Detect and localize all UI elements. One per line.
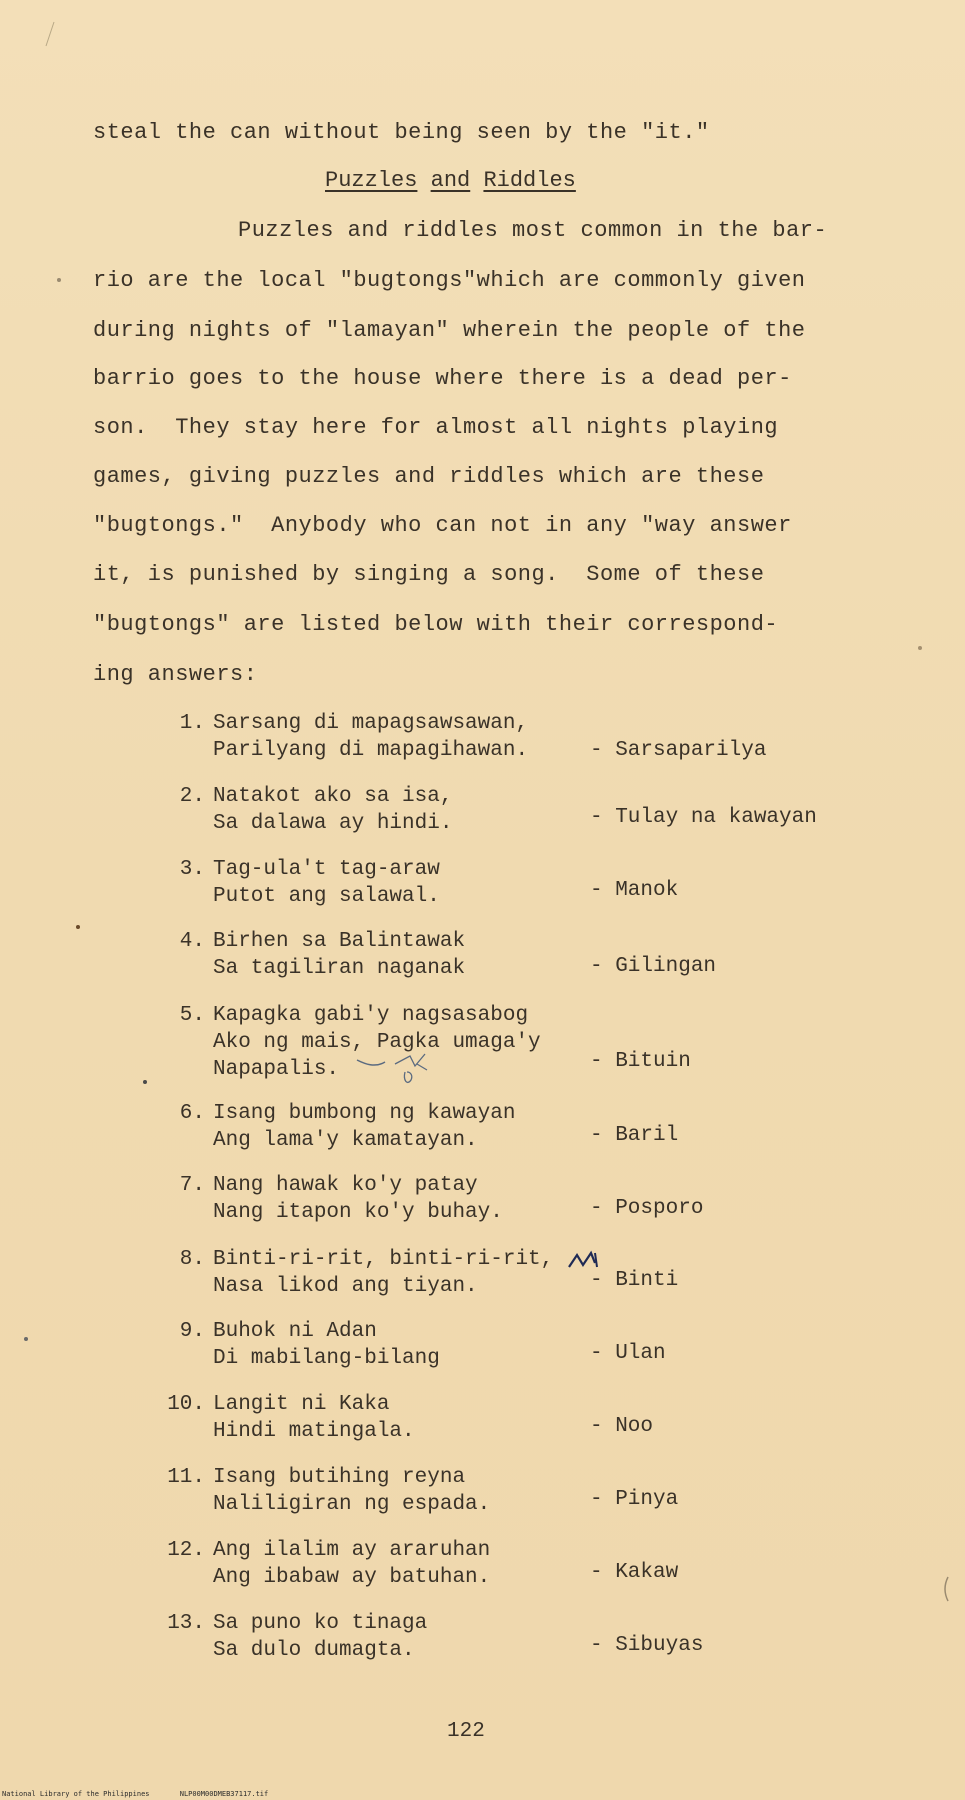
- riddle-item: [150, 1320, 870, 1380]
- riddle-line: Nasa likod ang tiyan.: [213, 1275, 478, 1298]
- riddle-line: Ang ibabaw ay batuhan.: [213, 1566, 491, 1589]
- riddle-answer: - Tulay na kawayan: [590, 806, 817, 829]
- riddle-answer: - Manok: [590, 879, 679, 902]
- riddle-line: Ang ilalim ay araruhan: [213, 1539, 491, 1562]
- paragraph-line: games, giving puzzles and riddles which are these: [93, 464, 765, 489]
- riddle-line: Kapagka gabi'y nagsasabog: [213, 1004, 529, 1027]
- riddle-line: Ako ng mais, Pagka umaga'y: [213, 1031, 541, 1054]
- speck-mark: [143, 1080, 147, 1084]
- riddle-line: Isang bumbong ng kawayan: [213, 1102, 516, 1125]
- margin-mark-icon: [40, 20, 60, 50]
- paragraph-line: during nights of "lamayan" wherein the people of the: [93, 318, 806, 343]
- riddle-number: 4.: [179, 930, 205, 953]
- riddle-answer: - Ulan: [590, 1342, 666, 1365]
- riddle-item: [150, 785, 870, 845]
- riddle-line: Nang hawak ko'y patay: [213, 1174, 478, 1197]
- riddle-number: 3.: [179, 858, 205, 881]
- scan-footer: [2, 1790, 294, 1798]
- riddle-number: 2.: [179, 785, 205, 808]
- riddle-line: Ang lama'y kamatayan.: [213, 1129, 478, 1152]
- paragraph-line: "bugtongs" are listed below with their correspond-: [93, 612, 779, 637]
- riddle-line: Sa puno ko tinaga: [213, 1612, 428, 1635]
- riddle-answer: - Sibuyas: [590, 1634, 704, 1657]
- paragraph-line: rio are the local "bugtongs"which are commonly given: [93, 268, 806, 293]
- riddle-answer: - Sarsaparilya: [590, 739, 767, 762]
- riddle-item: [150, 1102, 870, 1162]
- riddle-item: [150, 1539, 870, 1599]
- riddle-answer: - Noo: [590, 1415, 654, 1438]
- section-heading: [325, 168, 576, 193]
- riddle-number: 8.: [179, 1248, 205, 1271]
- speck-mark: [918, 646, 922, 650]
- riddle-line: Birhen sa Balintawak: [213, 930, 466, 953]
- riddle-line: Tag-ula't tag-araw: [213, 858, 440, 881]
- riddle-item: [150, 1174, 870, 1234]
- riddle-number: 13.: [167, 1612, 205, 1635]
- riddle-item: [150, 1612, 870, 1672]
- speck-mark: [76, 925, 80, 929]
- margin-mark-icon: [940, 1575, 954, 1605]
- riddle-line: Nang itapon ko'y buhay.: [213, 1201, 503, 1224]
- riddle-number: 12.: [167, 1539, 205, 1562]
- footer-file: NLP00M00DMEB37117.tif: [179, 1790, 269, 1798]
- riddle-line: Sa dulo dumagta.: [213, 1639, 415, 1662]
- riddle-answer: - Gilingan: [590, 955, 717, 978]
- riddle-answer: - Posporo: [590, 1197, 704, 1220]
- riddle-line: Naliligiran ng espada.: [213, 1493, 491, 1516]
- riddle-number: 10.: [167, 1393, 205, 1416]
- riddle-item: [150, 1466, 870, 1526]
- riddle-line: Napapalis.: [213, 1058, 340, 1081]
- riddle-item: [150, 1393, 870, 1453]
- riddle-number: 1.: [179, 712, 205, 735]
- riddle-line: Di mabilang-bilang: [213, 1347, 440, 1370]
- paragraph-line: son. They stay here for almost all nights playing: [93, 415, 779, 440]
- riddle-number: 6.: [179, 1102, 205, 1125]
- heading-word: Riddles: [483, 168, 576, 193]
- paragraph-line: Puzzles and riddles most common in the bar-: [238, 218, 828, 243]
- heading-word: and: [430, 168, 471, 193]
- riddle-number: 11.: [167, 1466, 205, 1489]
- riddle-number: 7.: [179, 1174, 205, 1197]
- riddle-line: Sa tagiliran naganak: [213, 957, 466, 980]
- riddle-line: Hindi matingala.: [213, 1420, 415, 1443]
- riddle-number: 5.: [179, 1004, 205, 1027]
- paragraph-line: steal the can without being seen by the "it.": [93, 120, 710, 145]
- paragraph-line: "bugtongs." Anybody who can not in any "way answer: [93, 513, 792, 538]
- riddle-line: Natakot ako sa isa,: [213, 785, 453, 808]
- riddle-answer: - Baril: [590, 1124, 679, 1147]
- speck-mark: [24, 1337, 28, 1341]
- paragraph-line: it, is punished by singing a song. Some of these: [93, 562, 765, 587]
- riddle-line: Isang butihing reyna: [213, 1466, 466, 1489]
- page-number: 122: [447, 1720, 485, 1743]
- riddle-answer: - Kakaw: [590, 1561, 679, 1584]
- riddle-line: Putot ang salawal.: [213, 885, 440, 908]
- riddle-item: [150, 1004, 870, 1094]
- riddle-line: Langit ni Kaka: [213, 1393, 390, 1416]
- riddle-item: [150, 858, 870, 918]
- paragraph-line: ing answers:: [93, 662, 258, 687]
- riddle-answer: - Binti: [590, 1269, 679, 1292]
- heading-word: Puzzles: [325, 168, 418, 193]
- riddle-item: [150, 930, 870, 990]
- riddle-line: Sarsang di mapagsawsawan,: [213, 712, 529, 735]
- paragraph-line: barrio goes to the house where there is a dead per-: [93, 366, 792, 391]
- riddle-answer: - Pinya: [590, 1488, 679, 1511]
- riddle-line: Buhok ni Adan: [213, 1320, 377, 1343]
- riddle-number: 9.: [179, 1320, 205, 1343]
- riddle-line: Parilyang di mapagihawan.: [213, 739, 529, 762]
- riddle-item: [150, 712, 870, 772]
- riddle-line: Sa dalawa ay hindi.: [213, 812, 453, 835]
- riddle-item: [150, 1248, 870, 1308]
- speck-mark: [57, 278, 61, 282]
- footer-library: National Library of the Philippines: [2, 1790, 150, 1798]
- riddle-line: Binti-ri-rit, binti-ri-rit,: [213, 1248, 554, 1271]
- riddle-answer: - Bituin: [590, 1050, 691, 1073]
